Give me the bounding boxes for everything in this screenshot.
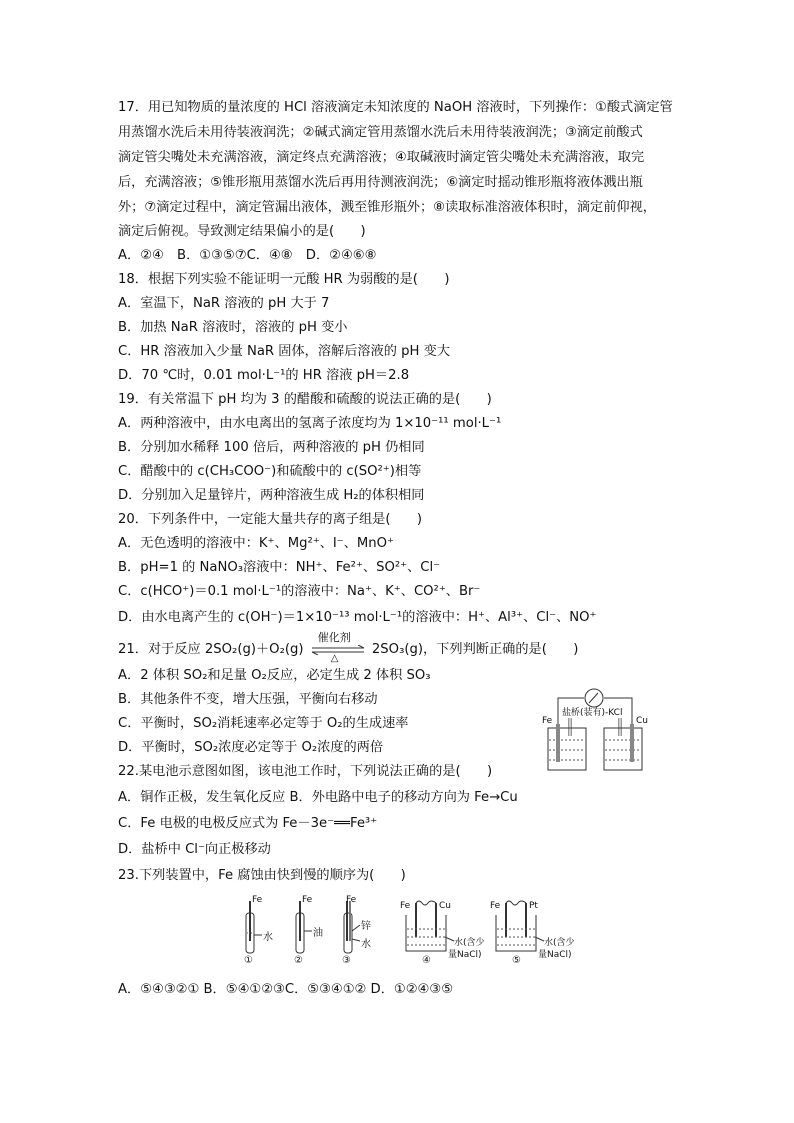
q19-stem: 19．有关常温下 pH 均为 3 的醋酸和硫酸的说法正确的是( ) [118, 392, 492, 407]
battery-diagram [540, 684, 650, 776]
q18-option-d: D．70 ℃时，0.01 mol·L⁻¹的 HR 溶液 pH＝2.8 [118, 368, 410, 383]
cu-electrode-label: Cu [636, 716, 648, 726]
fig-num-4: ④ [422, 955, 431, 966]
q17-line-5: 外；⑦滴定过程中，滴定管漏出液体，溅至锥形瓶外；⑧读取标准溶液体积时，滴定前仰视， [118, 200, 656, 215]
fig-oil-label: 油 [313, 928, 323, 939]
catalyst-label: 催化剂 [317, 631, 351, 644]
q21-option-d: D．平衡时，SO₂浓度必定等于 O₂浓度的两倍 [118, 740, 384, 755]
fig-fe-label-5: Fe [490, 901, 501, 911]
salt-bridge-label: 盐桥(装有)-KCl [562, 708, 623, 718]
q17-line-6: 滴定后俯视。导致测定结果偏小的是( ) [118, 224, 366, 239]
fig-water-nacl-label-5a: 水(含少 [544, 938, 575, 948]
fig-pt-label: Pt [529, 901, 538, 911]
q17-line-2: 用蒸馏水洗后未用待装液润洗；②碱式滴定管用蒸馏水洗后未用待装液润洗；③滴定前酸式 [118, 125, 643, 140]
q21-option-c: C．平衡时，SO₂消耗速率必定等于 O₂的生成速率 [118, 716, 409, 731]
fig-num-1: ① [244, 955, 253, 966]
fig-fe-label-2: Fe [302, 895, 313, 905]
q22-stem: 22.某电池示意图如图，该电池工作时，下列说法正确的是( ) [118, 764, 493, 779]
q18-option-b: B．加热 NaR 溶液时，溶液的 pH 变小 [118, 320, 348, 335]
fig-water-nacl-label-4a: 水(含少 [454, 938, 485, 948]
q21-stem-right: 2SO₃(g)，下列判断正确的是( ) [371, 642, 579, 657]
q18-stem: 18．根据下列实验不能证明一元酸 HR 为弱酸的是( ) [118, 272, 450, 287]
q17-options: A．②④ B．①③⑤⑦C．④⑧ D．②④⑥⑧ [118, 248, 377, 263]
q21-option-b: B．其他条件不变，增大压强，平衡向右移动 [118, 692, 378, 707]
fig-water-label-1: 水 [263, 932, 273, 943]
q18-option-c: C．HR 溶液加入少量 NaR 固体，溶解后溶液的 pH 变大 [118, 344, 451, 359]
q21-option-a: A．2 体积 SO₂和足量 O₂反应，必定生成 2 体积 SO₃ [118, 668, 431, 683]
q17-line-1: 17．用已知物质的量浓度的 HCl 溶液滴定未知浓度的 NaOH 溶液时，下列操作：①酸式滴定管 [118, 100, 673, 115]
heat-label: △ [330, 653, 339, 664]
fig-fe-label-1: Fe [252, 895, 263, 905]
q20-stem: 20．下列条件中，一定能大量共存的离子组是( ) [118, 512, 423, 527]
fig-num-3: ③ [342, 955, 351, 966]
fig-zinc-label: 锌 [361, 921, 371, 932]
q23-stem: 23.下列装置中，Fe 腐蚀由快到慢的顺序为( ) [118, 868, 406, 883]
fig-fe-label-4: Fe [400, 901, 411, 911]
fig-water-nacl-label-4b: 量NaCl) [448, 950, 482, 960]
fe-electrode-label: Fe [542, 716, 553, 726]
q19-option-a: A．两种溶液中，由水电离出的氢离子浓度均为 1×10⁻¹¹ mol·L⁻¹ [118, 416, 502, 431]
q19-option-c: C．醋酸中的 c(CH₃COO⁻)和硫酸中的 c(SO²⁺)相等 [118, 464, 422, 479]
q20-option-d: D．由水电离产生的 c(OH⁻)＝1×10⁻¹³ mol·L⁻¹的溶液中：H⁺、Al³⁺、Cl⁻、NO⁺ [118, 610, 597, 625]
q22-option-c: C．Fe 电极的电极反应式为 Fe－3e⁻══Fe³⁺ [118, 816, 378, 831]
q20-option-b: B．pH=1 的 NaNO₃溶液中：NH⁺、Fe²⁺、SO²⁺、Cl⁻ [118, 560, 441, 575]
fig-num-2: ② [294, 955, 303, 966]
q18-option-a: A．室温下，NaR 溶液的 pH 大于 7 [118, 296, 330, 311]
q20-option-a: A．无色透明的溶液中：K⁺、Mg²⁺、I⁻、MnO⁺ [118, 536, 394, 551]
q17-line-3: 滴定管尖嘴处未充满溶液，滴定终点充满溶液；④取碱液时滴定管尖嘴处未充满溶液，取完 [118, 150, 645, 165]
fig-water-label-3: 水 [361, 939, 371, 950]
q21-stem [118, 631, 579, 664]
q21-stem-left: 21．对于反应 2SO₂(g)＋O₂(g) [118, 642, 304, 657]
q19-option-b: B．分别加水稀释 100 倍后，两种溶液的 pH 仍相同 [118, 440, 425, 455]
q20-option-c: C．c(HCO⁺)＝0.1 mol·L⁻¹的溶液中：Na⁺、K⁺、CO²⁺、Br⁻ [118, 584, 481, 599]
fig-fe-label-3: Fe [346, 895, 357, 905]
reaction-arrow [308, 631, 368, 664]
corrosion-apparatus-figure [240, 895, 580, 973]
fig-num-5: ⑤ [512, 955, 521, 966]
q23-options: A．⑤④③②① B．⑤④①②③C．⑤③④①② D．①②④③⑤ [118, 982, 454, 997]
fig-cu-label: Cu [439, 901, 451, 911]
q17-line-4: 后，充满溶液；⑤锥形瓶用蒸馏水洗后再用待测液润洗；⑥滴定时摇动锥形瓶将液体溅出瓶 [118, 175, 643, 190]
q22-option-ab: A．铜作正极，发生氧化反应 B．外电路中电子的移动方向为 Fe→Cu [118, 790, 518, 805]
q22-option-d: D．盐桥中 Cl⁻向正极移动 [118, 842, 271, 857]
q19-option-d: D．分别加入足量锌片，两种溶液生成 H₂的体积相同 [118, 488, 425, 503]
fig-water-nacl-label-5b: 量NaCl) [538, 950, 572, 960]
